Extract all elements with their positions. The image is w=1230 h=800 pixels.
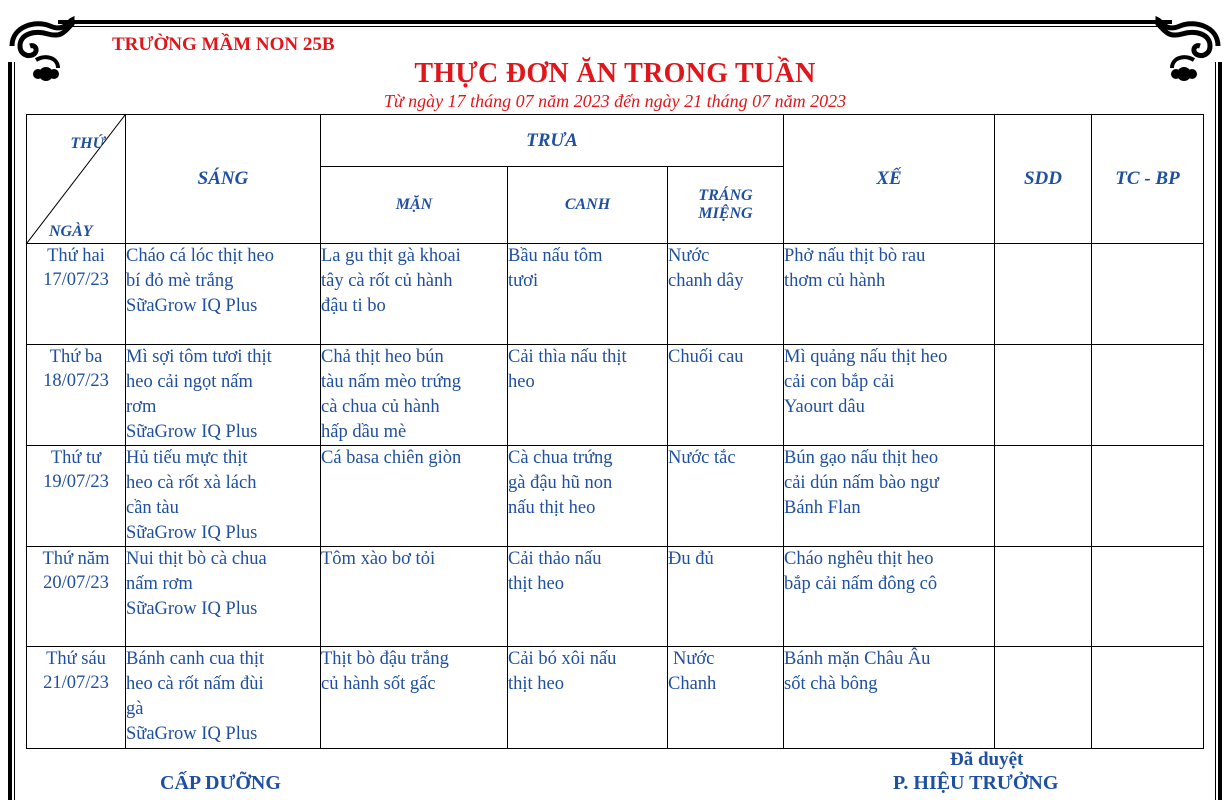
cell-line: Cải thảo nấu xyxy=(508,549,602,569)
cell-xe xyxy=(784,647,995,749)
cell-line: Hủ tiếu mực thịt xyxy=(126,448,248,468)
cell-tcbp xyxy=(1092,547,1204,647)
day-name: Thứ hai xyxy=(47,246,105,266)
day-name: Thứ năm xyxy=(42,549,110,569)
header-ngay: NGÀY xyxy=(49,223,93,240)
cell-line: Cải thìa nấu thịt xyxy=(508,347,627,367)
cell-line: Cà chua trứng xyxy=(508,448,613,468)
cell-sdd xyxy=(995,244,1092,345)
table-row xyxy=(27,446,1204,547)
cell-xe xyxy=(784,446,995,547)
cell-trang-mieng xyxy=(668,647,784,749)
cell-man xyxy=(321,345,508,446)
cell-line: rơm xyxy=(126,397,157,417)
day-date: 20/07/23 xyxy=(43,573,109,593)
page-title: THỰC ĐƠN ĂN TRONG TUẦN xyxy=(414,58,816,89)
header-trang-mieng-line: MIỆNG xyxy=(698,205,753,222)
cell-line: cải dún nấm bào ngư xyxy=(784,473,939,493)
cell-xe xyxy=(784,547,995,647)
cell-line: cần tàu xyxy=(126,498,179,518)
frame-border-left xyxy=(8,62,12,800)
cell-day xyxy=(27,345,126,446)
cell-day xyxy=(27,244,126,345)
cell-line: Nước xyxy=(668,246,710,266)
header-thu: THỨ xyxy=(70,135,105,152)
table-row xyxy=(27,345,1204,446)
cell-line: Cháo cá lóc thịt heo xyxy=(126,246,274,266)
cell-line: bí đỏ mè trắng xyxy=(126,271,234,291)
cell-line: nấm rơm xyxy=(126,574,193,594)
cell-man xyxy=(321,446,508,547)
cell-man xyxy=(321,244,508,345)
signature-cap-duong: CẤP DƯỠNG xyxy=(160,772,281,794)
day-name: Thứ ba xyxy=(49,347,103,367)
cell-line: Yaourt dâu xyxy=(784,397,865,417)
cell-xe xyxy=(784,244,995,345)
cell-line: Chả thịt heo bún xyxy=(321,347,444,367)
cell-line: Chanh xyxy=(668,674,717,694)
cell-line: thịt heo xyxy=(508,574,565,594)
cell-line: Nước xyxy=(673,649,715,669)
frame-border-right-inner xyxy=(1215,62,1216,800)
cell-line: gà đậu hũ non xyxy=(508,473,613,493)
header-day-corner xyxy=(27,115,126,244)
cell-sang xyxy=(126,647,321,749)
cell-canh xyxy=(508,345,668,446)
cell-trang-mieng xyxy=(668,244,784,345)
frame-border-right xyxy=(1218,62,1222,800)
cell-line: heo cà rốt xà lách xyxy=(126,473,257,493)
cell-tcbp xyxy=(1092,345,1204,446)
signature-approved: Đã duyệt xyxy=(950,749,1024,770)
header-xe: XẾ xyxy=(784,115,995,244)
cell-line: bắp cải nấm đông cô xyxy=(784,574,938,594)
cell-line: chanh dây xyxy=(668,271,744,291)
cell-trang-mieng xyxy=(668,446,784,547)
cell-line: Mì sợi tôm tươi thịt xyxy=(126,347,272,367)
cell-sdd xyxy=(995,446,1092,547)
cell-sdd xyxy=(995,647,1092,749)
cell-line: Nui thịt bò cà chua xyxy=(126,549,267,569)
cell-line: SữaGrow IQ Plus xyxy=(126,724,258,744)
cell-line: Bún gạo nấu thịt heo xyxy=(784,448,939,468)
cell-tcbp xyxy=(1092,446,1204,547)
cell-sang xyxy=(126,345,321,446)
frame-border-left-inner xyxy=(14,62,15,800)
cell-line: cải con bắp cải xyxy=(784,372,895,392)
day-name: Thứ tư xyxy=(50,448,102,468)
weekly-menu-table xyxy=(26,114,1204,749)
header-man: MẶN xyxy=(321,167,508,244)
cell-line: Thịt bò đậu trắng xyxy=(321,649,449,669)
cell-line: Bánh Flan xyxy=(784,498,861,518)
cell-line: La gu thịt gà khoai xyxy=(321,246,461,266)
day-date: 18/07/23 xyxy=(43,371,109,391)
cell-line: thịt heo xyxy=(508,674,565,694)
cell-line: đậu ti bo xyxy=(321,296,386,316)
table-row xyxy=(27,244,1204,345)
cell-line: gà xyxy=(126,699,144,719)
day-name: Thứ sáu xyxy=(46,649,106,669)
cell-canh xyxy=(508,547,668,647)
cell-line: Bánh mặn Châu Âu xyxy=(784,649,931,669)
day-date: 17/07/23 xyxy=(43,270,109,290)
cell-sang xyxy=(126,244,321,345)
cell-sang xyxy=(126,547,321,647)
cell-canh xyxy=(508,647,668,749)
school-name: TRƯỜNG MẦM NON 25B xyxy=(112,34,335,55)
cell-canh xyxy=(508,446,668,547)
frame-border-top-inner xyxy=(58,26,1172,27)
date-range: Từ ngày 17 tháng 07 năm 2023 đến ngày 21 tháng 07 năm 2023 xyxy=(383,91,847,111)
cell-line: tây cà rốt củ hành xyxy=(321,271,453,291)
cell-line: SữaGrow IQ Plus xyxy=(126,422,258,442)
cell-tcbp xyxy=(1092,244,1204,345)
header-trang-mieng xyxy=(668,167,784,244)
cell-line: Bầu nấu tôm xyxy=(508,246,603,266)
signature-hieu-truong: P. HIỆU TRƯỞNG xyxy=(893,772,1059,794)
cell-line: sốt chà bông xyxy=(784,674,878,694)
cell-line: SữaGrow IQ Plus xyxy=(126,599,258,619)
cell-line: Cá basa chiên giòn xyxy=(321,448,462,468)
cell-trang-mieng xyxy=(668,547,784,647)
cell-line: củ hành sốt gấc xyxy=(321,674,436,694)
cell-sdd xyxy=(995,345,1092,446)
cell-line: Tôm xào bơ tỏi xyxy=(321,549,436,569)
frame-border-top xyxy=(58,20,1172,24)
cell-sang xyxy=(126,446,321,547)
cell-line: SữaGrow IQ Plus xyxy=(126,523,258,543)
cell-line: Mì quảng nấu thịt heo xyxy=(784,347,948,367)
cell-line: tươi xyxy=(508,271,539,291)
cell-line: hấp dầu mè xyxy=(321,422,407,442)
table-row xyxy=(27,547,1204,647)
cell-line: heo cải ngọt nấm xyxy=(126,372,253,392)
cell-line: SữaGrow IQ Plus xyxy=(126,296,258,316)
day-date: 21/07/23 xyxy=(43,673,109,693)
header-trua: TRƯA xyxy=(321,115,784,167)
cell-man xyxy=(321,547,508,647)
cell-tcbp xyxy=(1092,647,1204,749)
cell-line: nấu thịt heo xyxy=(508,498,596,518)
cell-day xyxy=(27,647,126,749)
day-date: 19/07/23 xyxy=(43,472,109,492)
cell-line: Nước tắc xyxy=(668,448,736,468)
cell-xe xyxy=(784,345,995,446)
cell-line: heo xyxy=(508,372,535,392)
cell-day xyxy=(27,547,126,647)
cell-line: Cháo nghêu thịt heo xyxy=(784,549,934,569)
cell-man xyxy=(321,647,508,749)
cell-line: Cải bó xôi nấu xyxy=(508,649,617,669)
cell-line: Chuối cau xyxy=(668,347,744,367)
cell-line: thơm củ hành xyxy=(784,271,886,291)
cell-line: heo cà rốt nấm đùi xyxy=(126,674,264,694)
header-sang: SÁNG xyxy=(126,115,321,244)
table-row xyxy=(27,647,1204,749)
cell-day xyxy=(27,446,126,547)
cell-canh xyxy=(508,244,668,345)
cell-sdd xyxy=(995,547,1092,647)
header-trang-mieng-line: TRÁNG xyxy=(698,187,753,204)
cell-line: Đu đủ xyxy=(668,549,714,569)
cell-line: tàu nấm mèo trứng xyxy=(321,372,462,392)
header-tcbp: TC - BP xyxy=(1092,115,1204,244)
cell-trang-mieng xyxy=(668,345,784,446)
header-canh: CANH xyxy=(508,167,668,244)
cell-line: Phở nấu thịt bò rau xyxy=(784,246,926,266)
header-sdd: SDD xyxy=(995,115,1092,244)
cell-line: Bánh canh cua thịt xyxy=(126,649,265,669)
cell-line: cà chua củ hành xyxy=(321,397,440,417)
